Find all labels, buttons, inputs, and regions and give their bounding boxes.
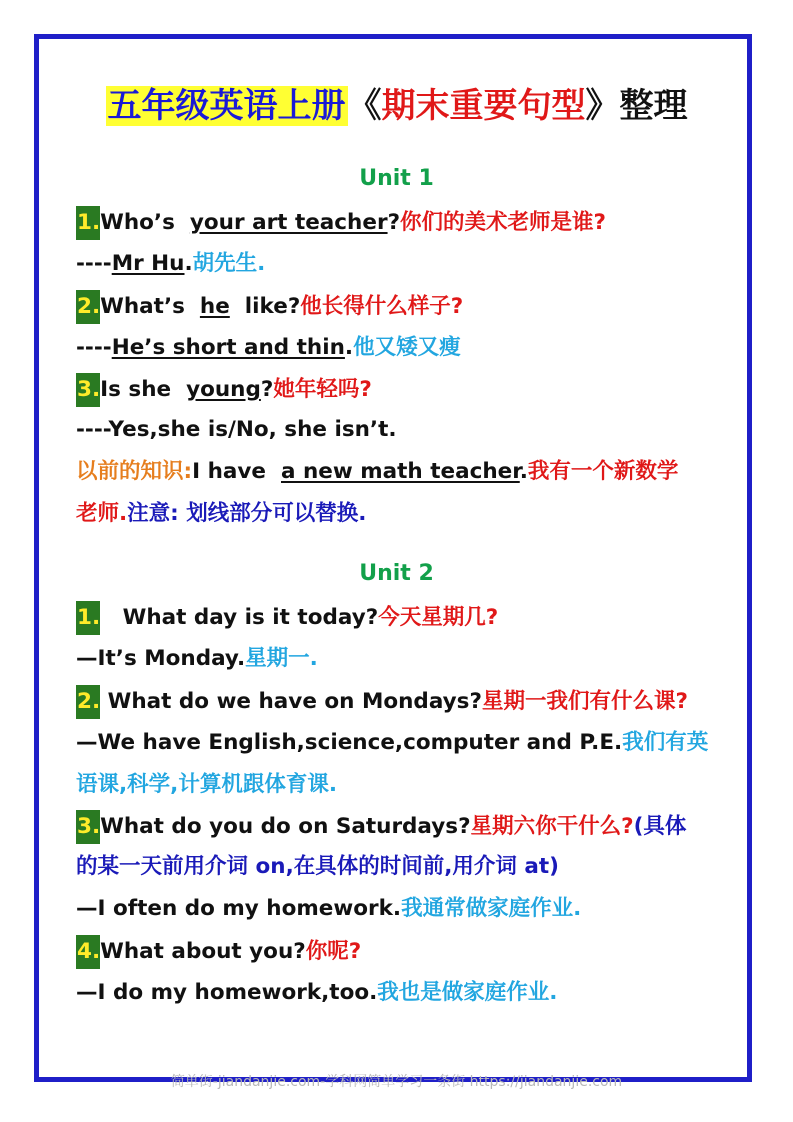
unit2-heading: Unit 2 <box>359 561 434 586</box>
number-badge: 3. <box>76 810 100 844</box>
unit1-prev-note: 老师.注意: 划线部分可以替换. <box>76 501 367 526</box>
unit1-a3: ----Yes,she is/No, she isn’t. <box>76 417 397 442</box>
unit1-q2: 2.What’s he like?他长得什么样子? <box>76 290 726 324</box>
unit1-heading: Unit 1 <box>359 166 434 191</box>
unit2-a1: —It’s Monday.星期一. <box>76 646 318 671</box>
unit2-q3: 3.What do you do on Saturdays?星期六你干什么?(具体 <box>76 810 726 844</box>
number-badge: 1. <box>76 601 100 635</box>
page-title <box>0 80 793 132</box>
unit2-a2: —We have English,science,computer and P.E.我们有英 <box>76 730 709 755</box>
title-topic: 期末重要句型 <box>381 86 586 126</box>
unit1-q3: 3.Is she young?她年轻吗? <box>76 373 726 407</box>
unit2-a3: —I often do my homework.我通常做家庭作业. <box>76 896 582 921</box>
unit2-q4: 4.What about you?你呢? <box>76 935 726 969</box>
unit1-a2: ----He’s short and thin.他又矮又瘦 <box>76 335 461 360</box>
number-badge: 1. <box>76 206 100 240</box>
title-close: 》整理 <box>585 86 688 126</box>
unit2-a2-cont: 语课,科学,计算机跟体育课. <box>76 772 338 797</box>
number-badge: 4. <box>76 935 100 969</box>
title-open-bracket: 《 <box>347 86 382 126</box>
title-grade: 五年级英语上册 <box>107 86 346 126</box>
unit2-a4: —I do my homework,too.我也是做家庭作业. <box>76 980 558 1005</box>
number-badge: 2. <box>76 685 100 719</box>
number-badge: 2. <box>76 290 100 324</box>
unit2-q1: 1. What day is it today?今天星期几? <box>76 601 726 635</box>
unit1-a1: ----Mr Hu.胡先生. <box>76 251 266 276</box>
unit2-q3-note: 的某一天前用介词 on,在具体的时间前,用介词 at) <box>76 854 559 879</box>
unit2-q2: 2. What do we have on Mondays?星期一我们有什么课? <box>76 685 726 719</box>
unit1-q1: 1.Who’s your art teacher?你们的美术老师是谁? <box>76 206 726 240</box>
unit1-prev-knowledge: 以前的知识:I have a new math teacher.我有一个新数学 <box>76 459 679 484</box>
number-badge: 3. <box>76 373 100 407</box>
footer-watermark: 简单街-jiandanjie.com-学科网简单学习一条街 https://jiandanjie.com <box>170 1074 623 1090</box>
